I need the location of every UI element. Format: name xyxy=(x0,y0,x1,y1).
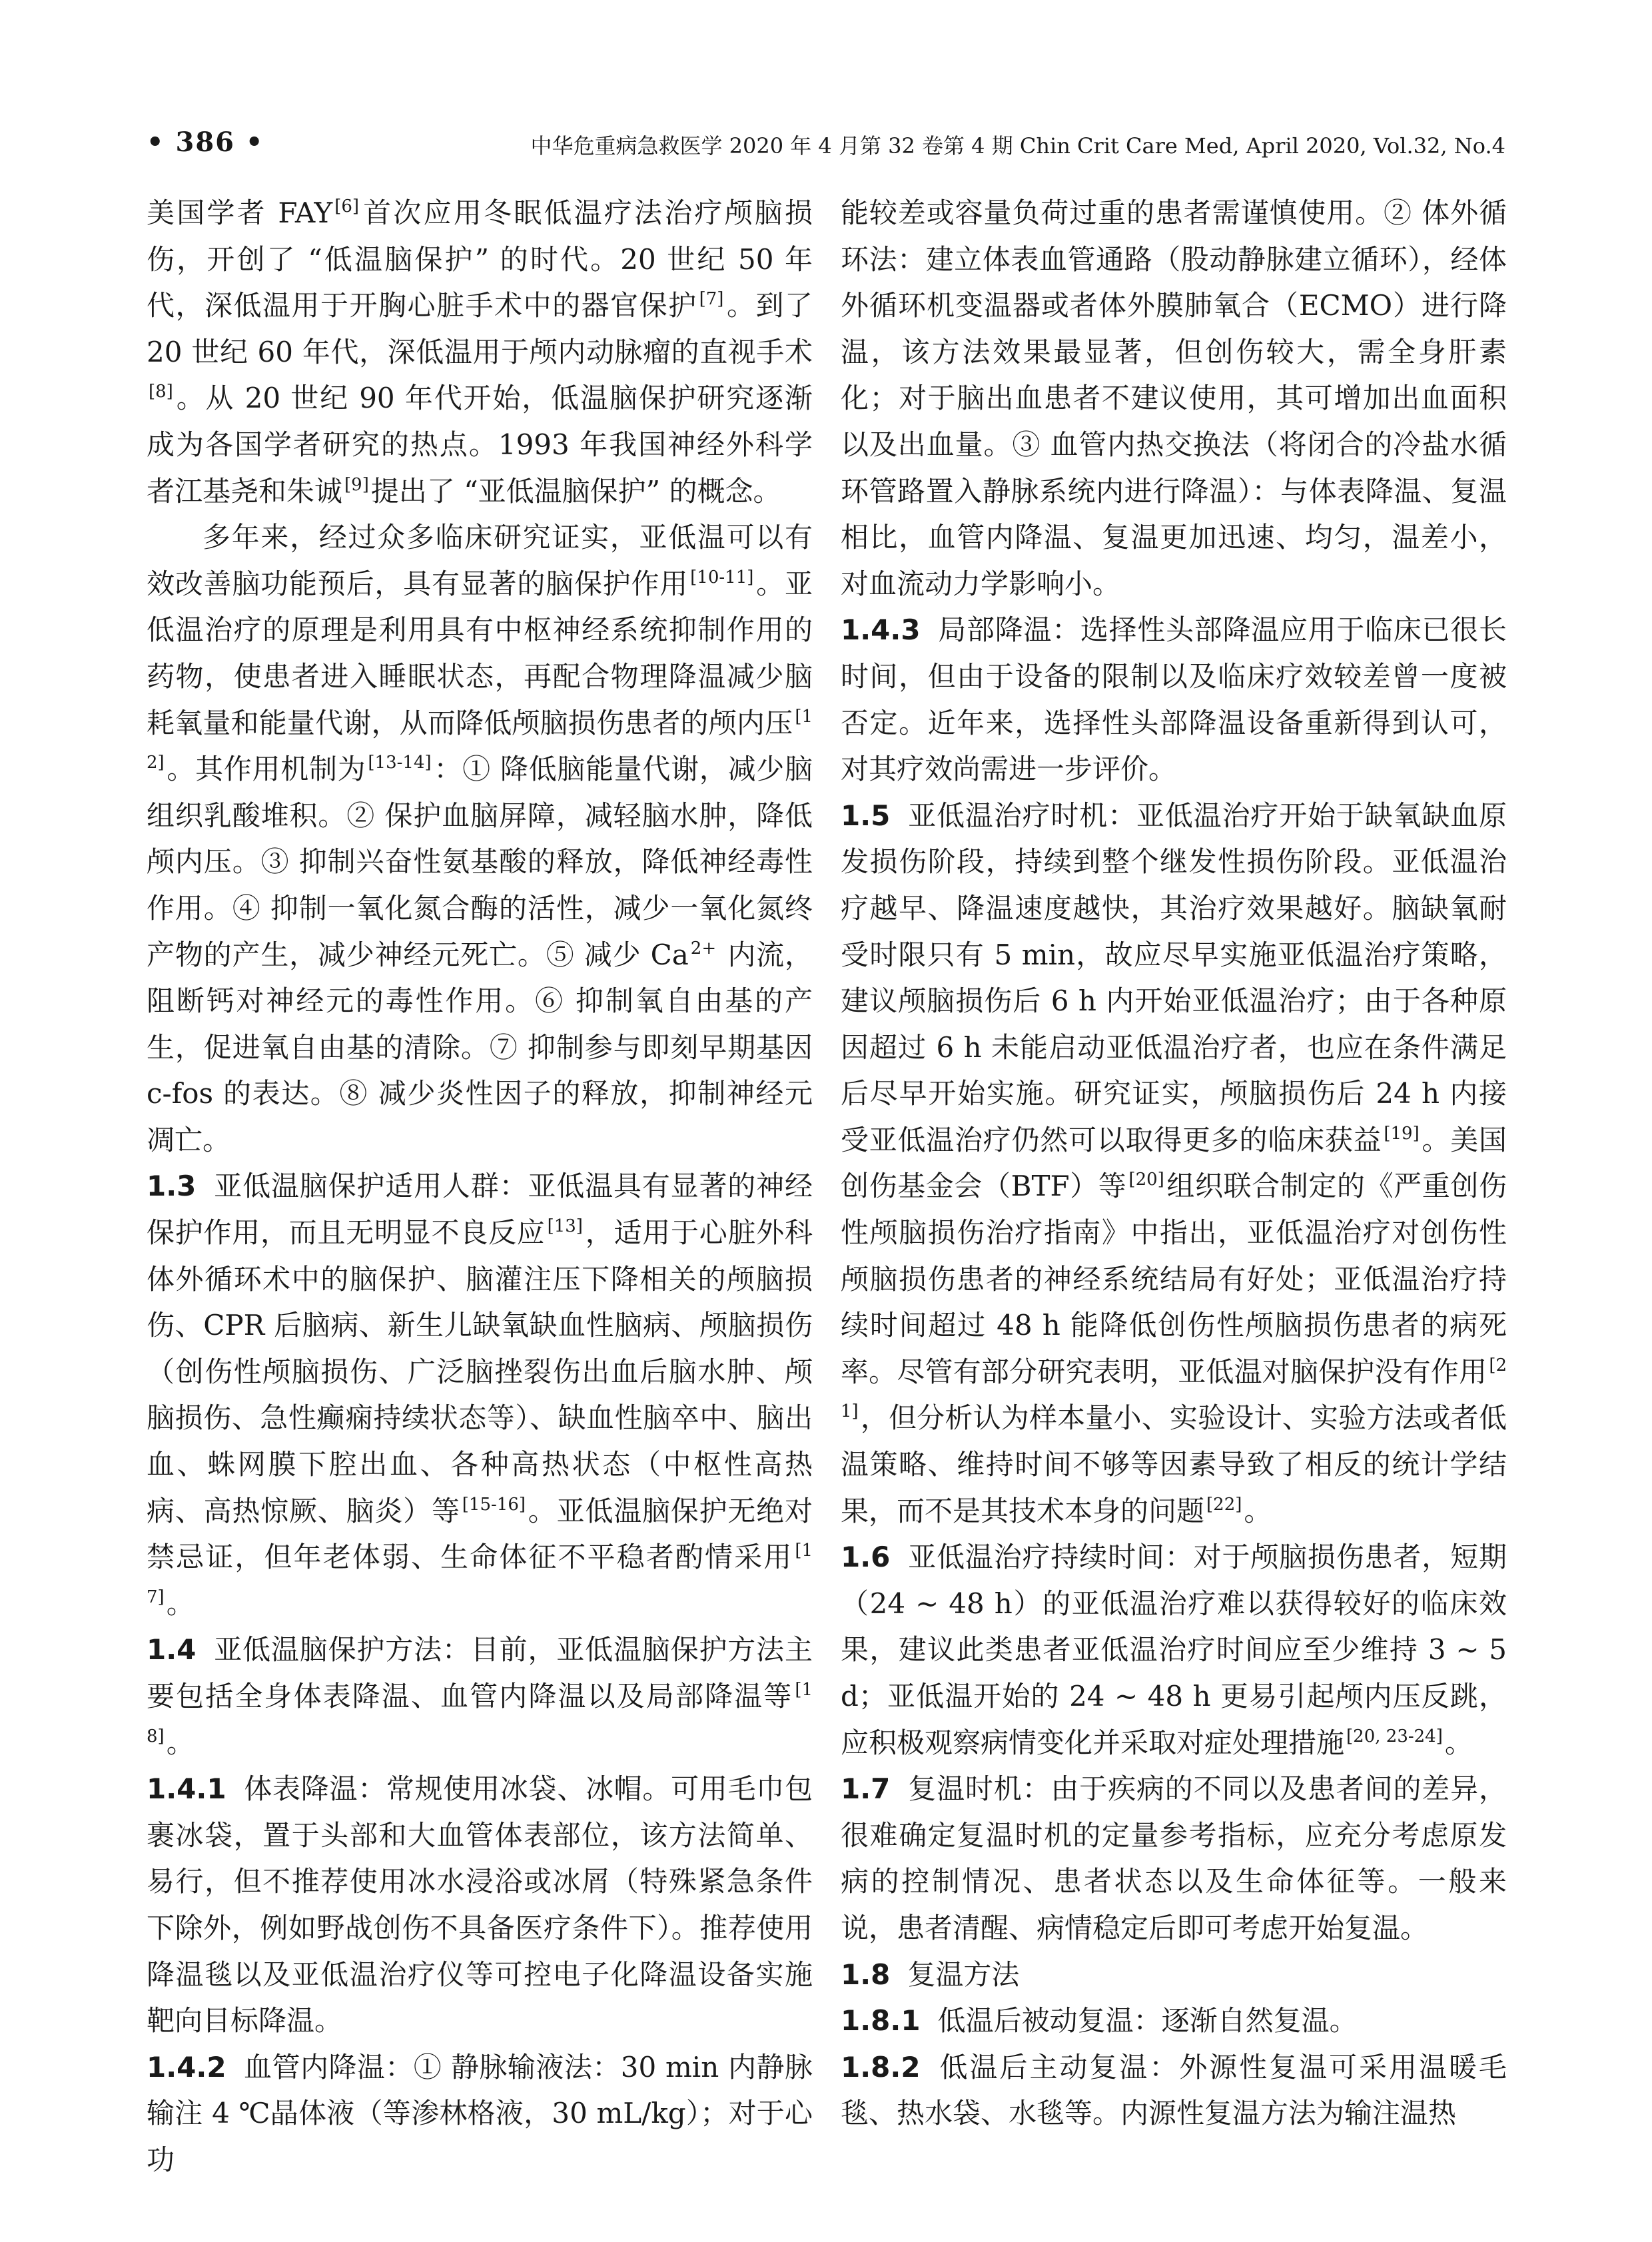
section-title: 亚低温治疗时机： xyxy=(907,799,1136,832)
page-header xyxy=(147,127,1505,167)
section-title: 亚低温脑保护方法： xyxy=(213,1633,471,1667)
section-1-8-1: 1.8.1 低温后被动复温：逐渐自然复温。 xyxy=(841,2004,1358,2038)
superscript-charge: 2+ xyxy=(690,938,717,958)
citation: [18] xyxy=(147,1680,813,1746)
citation: [19] xyxy=(1384,1123,1420,1144)
citation: [12] xyxy=(147,706,813,773)
section-title: 血管内降温： xyxy=(243,2050,414,2083)
section-number: 1.6 xyxy=(841,1541,891,1574)
section-1-4-1: 1.4.1 体表降温：常规使用冰袋、冰帽。可用毛巾包裹冰袋，置于头部和大血管体表部位，该方法简单、易行，但不推荐使用冰水浸浴或冰屑（特殊紧急条件下除外，例如野战创伤不具备医疗条件下）。推荐使用降温毯以及亚低温治疗仪等可控电子化降温设备实施靶向目标降温。 xyxy=(147,1772,813,2038)
section-number: 1.5 xyxy=(841,799,891,832)
page-number: • 386 • xyxy=(147,127,264,158)
section-1-4-3: 1.4.3 局部降温：选择性头部降温应用于临床已很长时间，但由于设备的限制以及临床疗效较差曾一度被否定。近年来，选择性头部降温设备重新得到认可，对其疗效尚需进一步评价。 xyxy=(841,613,1507,786)
section-1-4: 1.4 亚低温脑保护方法：目前，亚低温脑保护方法主要包括全身体表降温、血管内降温以及局部降温等 [18]。 xyxy=(147,1633,813,1759)
section-title: 体表降温： xyxy=(243,1772,386,1806)
citation: [22] xyxy=(1206,1494,1242,1515)
section-number: 1.8.1 xyxy=(841,2004,921,2038)
citation: [10-11] xyxy=(690,567,754,587)
section-1-4-2: 1.4.2 血管内降温：① 静脉输液法：30 min 内静脉输注 4 ℃晶体液（等渗林格液，30 mL/kg）；对于心功 xyxy=(147,2050,813,2176)
section-title: 低温后被动复温： xyxy=(937,2004,1162,2038)
citation: [17] xyxy=(147,1541,813,1607)
citation: [13] xyxy=(547,1216,583,1237)
citation: [7] xyxy=(699,289,724,310)
citation: [8] xyxy=(149,382,173,402)
section-number: 1.7 xyxy=(841,1772,891,1806)
citation: [20, 23-24] xyxy=(1346,1726,1443,1746)
citation: [13-14] xyxy=(368,753,432,773)
paragraph-mechanism: 多年来，经过众多临床研究证实，亚低温可以有效改善脑功能预后，具有显著的脑保护作用 [10-11]。亚低温治疗的原理是利用具有中枢神经系统抑制作用的药物，使患者进入睡眠状态，再配合物理降温减少脑耗氧量和能量代谢，从而降低颅脑损伤患者的颅内压 [12]。其作用机制为 [13-14]：① 降低脑能量代谢，减少脑组织乳酸堆积。② 保护血脑屏障，减轻脑水肿，降低颅内压。③ 抑制兴奋性氨基酸的释放，降低神经毒性作用。④ 抑制一氧化氮合酶的活性，减少一氧化氮终产物的产生，减少神经元死亡。⑤ 减少 Ca $^{2+}$ 内流，阻断钙对神经元的毒性作用。⑥ 抑制氧自由基的产生，促进氧自由基的清除。⑦ 抑制参与即刻早期基因 c-fos 的表达。⑧ 减少炎性因子的释放，抑制神经元凋亡。 xyxy=(147,521,813,1156)
section-title: 局部降温： xyxy=(937,613,1080,647)
right-column xyxy=(841,190,1507,2137)
left-column xyxy=(147,190,813,2183)
section-number: 1.4.2 xyxy=(147,2050,226,2083)
section-title: 亚低温治疗持续时间： xyxy=(907,1541,1194,1574)
section-number: 1.4.3 xyxy=(841,613,921,647)
section-number: 1.4.1 xyxy=(147,1772,226,1806)
paragraph-history: 美国学者 FAY [6]首次应用冬眠低温疗法治疗颅脑损伤，开创了 “低温脑保护” 的时代。20 世纪 50 年代，深低温用于开胸心脏手术中的器官保护 [7]。到了 20 世纪 60 年代，深低温用于颅内动脉瘤的直视手术[8]。从 20 世纪 90 年代开始，低温脑保护研究逐渐成为各国学者研究的热点。1993 年我国神经外科学者江基尧和朱诚 [9]提出了 “亚低温脑保护” 的概念。 xyxy=(147,196,813,508)
citation: [15-16] xyxy=(462,1494,526,1515)
citation: [9] xyxy=(344,474,369,495)
paragraph-continued: 能较差或容量负荷过重的患者需谨慎使用。② 体外循环法：建立体表血管通路（股动静脉建立循环），经体外循环机变温器或者体外膜肺氧合（ECMO）进行降温，该方法效果最显著，但创伤较大，需全身肝素化；对于脑出血患者不建议使用，其可增加出血面积以及出血量。③ 血管内热交换法（将闭合的冷盐水循环管路置入静脉系统内进行降温）：与体表降温、复温相比，血管内降温、复温更加迅速、均匀，温差小，对血流动力学影响小。 xyxy=(841,196,1507,600)
section-title: 低温后主动复温： xyxy=(937,2050,1180,2083)
section-1-6: 1.6 亚低温治疗持续时间：对于颅脑损伤患者，短期（24 ~ 48 h）的亚低温治疗难以获得较好的临床效果，建议此类患者亚低温治疗时间应至少维持 3 ~ 5 d；亚低温开始的 24 ~ 48 h 更易引起颅内压反跳，应积极观察病情变化并采取对症处理措施 [20, 23-24]。 xyxy=(841,1541,1507,1759)
section-number: 1.8.2 xyxy=(841,2050,921,2083)
section-1-8-2: 1.8.2 低温后主动复温：外源性复温可采用温暖毛毯、热水袋、水毯等。内源性复温方法为输注温热 xyxy=(841,2050,1507,2130)
section-title: 复温方法 xyxy=(907,1958,1020,1991)
citation: [21] xyxy=(841,1355,1507,1422)
journal-running-head: 中华危重病急救医学 2020 年 4 月第 32 卷第 4 期 Chin Crit Care Med, April 2020, Vol.32, No.4 xyxy=(530,133,1505,159)
section-1-8 xyxy=(841,1952,1507,1998)
section-1-3: 1.3 亚低温脑保护适用人群：亚低温具有显著的神经保护作用，而且无明显不良反应 [13]，适用于心脏外科体外循环术中的脑保护、脑灌注压下降相关的颅脑损伤、CPR 后脑病、新生儿缺氧缺血性脑病、颅脑损伤（创伤性颅脑损伤、广泛脑挫裂伤出血后脑水肿、颅脑损伤、急性癫痫持续状态等）、缺血性脑卒中、脑出血、蛛网膜下腔出血、各种高热状态（中枢性高热病、高热惊厥、脑炎）等 [15-16]。亚低温脑保护无绝对禁忌证，但年老体弱、生命体征不平稳者酌情采用 [17]。 xyxy=(147,1170,813,1620)
section-number: 1.8 xyxy=(841,1958,891,1991)
section-number: 1.4 xyxy=(147,1633,197,1667)
section-1-5: 1.5 亚低温治疗时机：亚低温治疗开始于缺氧缺血原发损伤阶段，持续到整个继发性损伤阶段。亚低温治疗越早、降温速度越快，其治疗效果越好。脑缺氧耐受时限只有 5 min，故应尽早实施亚低温治疗策略，建议颅脑损伤后 6 h 内开始亚低温治疗；由于各种原因超过 6 h 未能启动亚低温治疗者，也应在条件满足后尽早开始实施。研究证实，颅脑损伤后 24 h 内接受亚低温治疗仍然可以取得更多的临床获益 [19]。美国创伤基金会（BTF）等 [20]组织联合制定的《严重创伤性颅脑损伤治疗指南》中指出，亚低温治疗对创伤性颅脑损伤患者的神经系统结局有好处；亚低温治疗持续时间超过 48 h 能降低创伤性颅脑损伤患者的病死率。尽管有部分研究表明，亚低温对脑保护没有作用 [21]，但分析认为样本量小、实验设计、实验方法或者低温策略、维持时间不够等因素导致了相反的统计学结果，而不是其技术本身的问题 [22]。 xyxy=(841,799,1507,1527)
section-1-7: 1.7 复温时机：由于疾病的不同以及患者间的差异，很难确定复温时机的定量参考指标，应充分考虑原发病的控制情况、患者状态以及生命体征等。一般来说，患者清醒、病情稳定后即可考虑开始复温。 xyxy=(841,1772,1507,1944)
section-title: 复温时机： xyxy=(907,1772,1051,1806)
citation: [20] xyxy=(1128,1170,1164,1190)
section-number: 1.3 xyxy=(147,1170,197,1203)
citation: [6] xyxy=(334,196,360,216)
section-title: 亚低温脑保护适用人群： xyxy=(213,1170,528,1203)
